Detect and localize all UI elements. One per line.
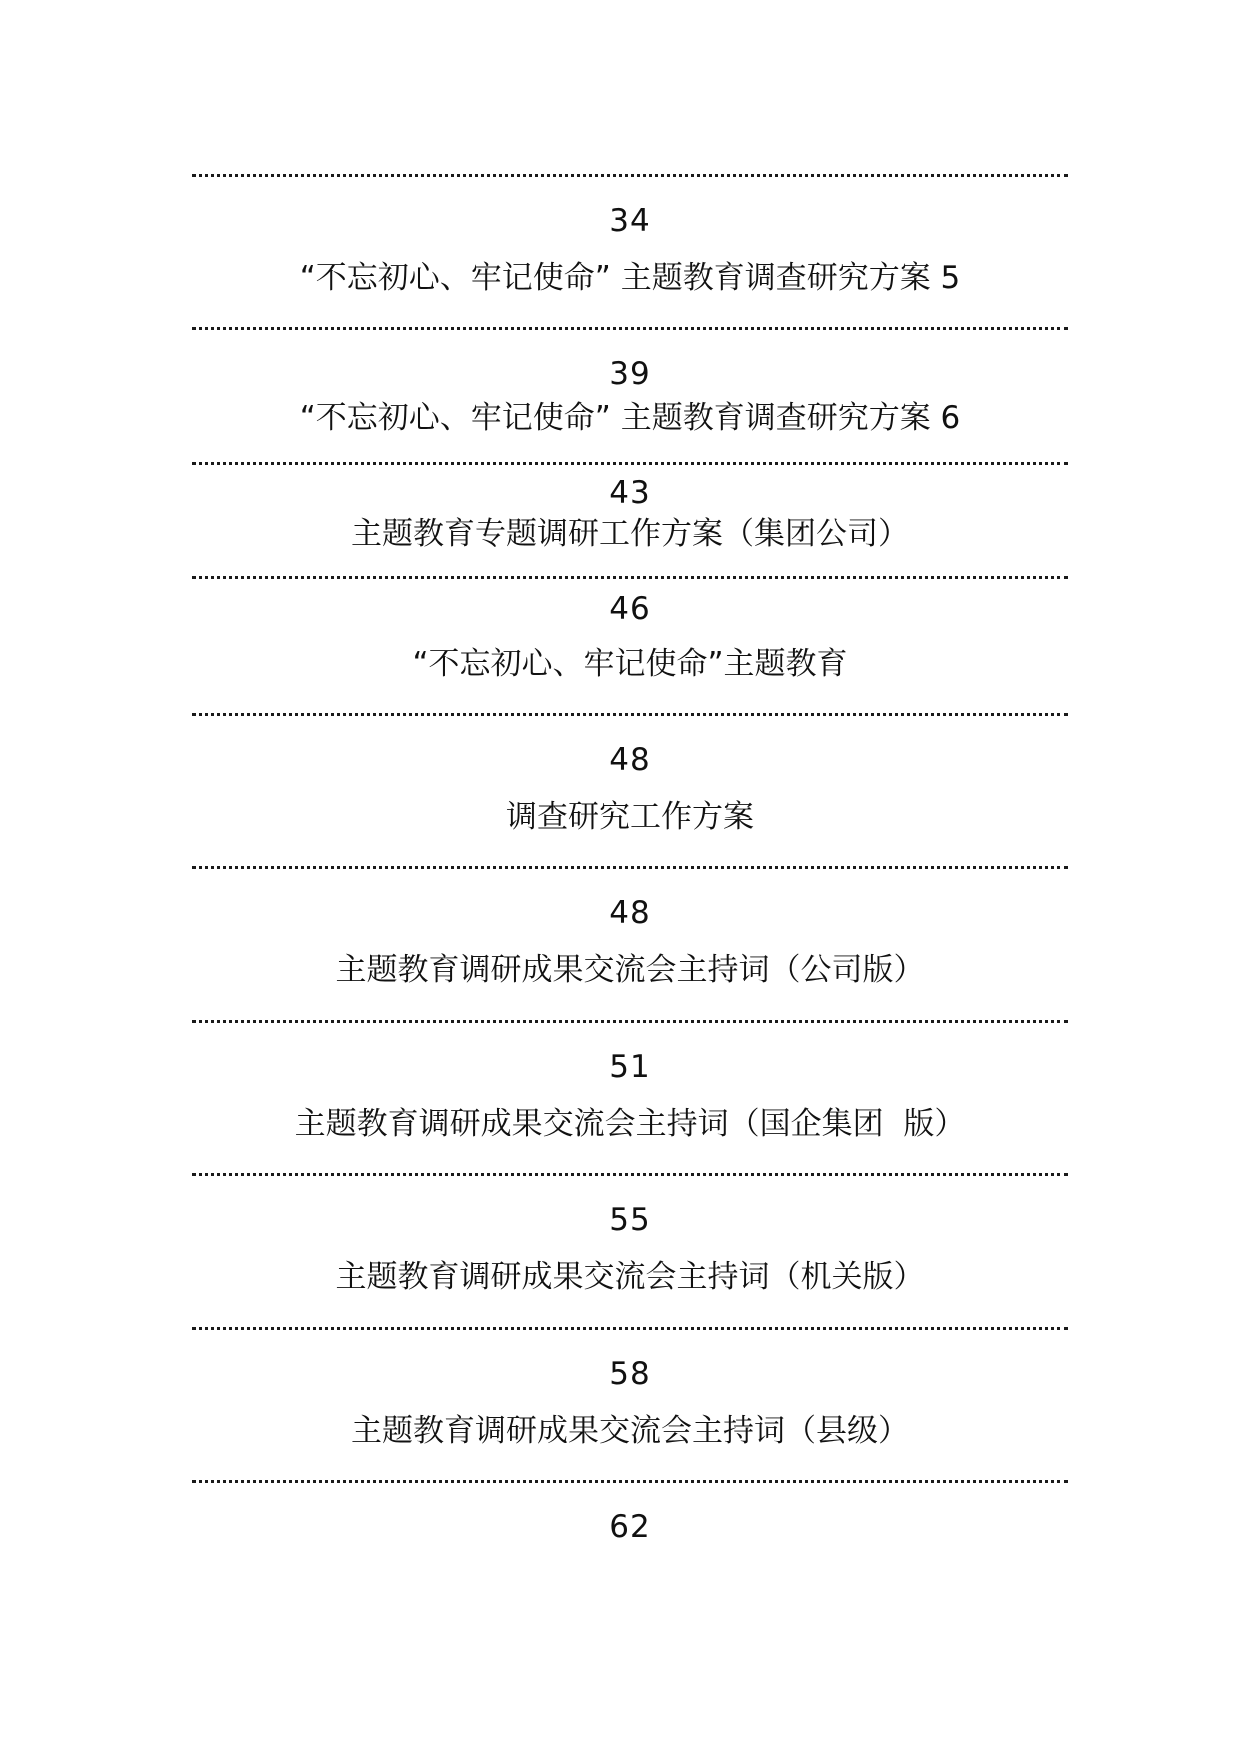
entry-title: “不忘初心、牢记使命”主题教育 xyxy=(412,646,848,682)
entry-title: 主题教育调研成果交流会主持词（国企集团 版） xyxy=(294,1106,966,1142)
page-number: 48 xyxy=(609,742,651,778)
entry-title: 主题教育调研成果交流会主持词（机关版） xyxy=(335,1259,925,1295)
page-number: 51 xyxy=(609,1049,651,1085)
page-number: 34 xyxy=(609,203,651,239)
dotted-leader xyxy=(192,713,1068,716)
page-number: 46 xyxy=(609,591,651,627)
entry-title: “不忘初心、牢记使命” 主题教育调查研究方案 5 xyxy=(299,260,961,296)
dotted-leader xyxy=(192,1480,1068,1483)
dotted-leader xyxy=(192,576,1068,579)
page-number: 62 xyxy=(609,1509,651,1545)
dotted-leader xyxy=(192,1020,1068,1023)
page-number: 55 xyxy=(609,1202,651,1238)
page-number: 58 xyxy=(609,1356,651,1392)
dotted-leader xyxy=(192,327,1068,330)
dotted-leader xyxy=(192,462,1068,465)
dotted-leader xyxy=(192,1173,1068,1176)
page-number: 48 xyxy=(609,895,651,931)
dotted-leader xyxy=(192,866,1068,869)
entry-title: 主题教育调研成果交流会主持词（县级） xyxy=(351,1413,909,1449)
entry-title: 主题教育调研成果交流会主持词（公司版） xyxy=(335,952,925,988)
entry-title: “不忘初心、牢记使命” 主题教育调查研究方案 6 xyxy=(299,400,961,436)
dotted-leader xyxy=(192,174,1068,177)
page-number: 39 xyxy=(609,356,651,392)
entry-title: 调查研究工作方案 xyxy=(506,799,754,835)
dotted-leader xyxy=(192,1327,1068,1330)
entry-title: 主题教育专题调研工作方案（集团公司） xyxy=(351,516,909,552)
page-number: 43 xyxy=(609,475,651,511)
